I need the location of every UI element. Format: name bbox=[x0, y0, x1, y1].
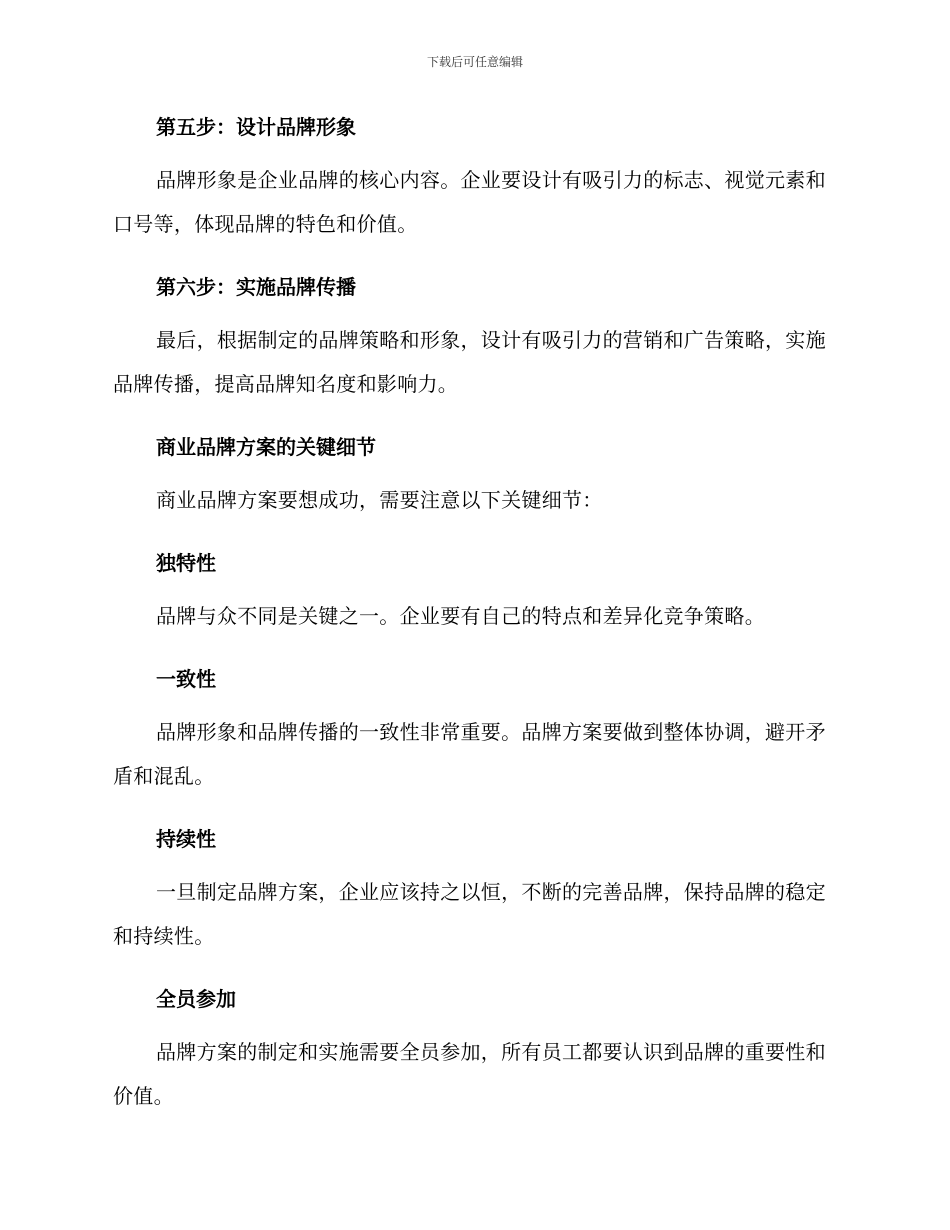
section-heading-step5: 第五步：设计品牌形象 bbox=[156, 115, 356, 139]
paragraph-sustainability: 一旦制定品牌方案，企业应该持之以恒，不断的完善品牌，保持品牌的稳定和持续性。 bbox=[113, 880, 826, 948]
section-heading-key-details: 商业品牌方案的关键细节 bbox=[156, 435, 376, 459]
section-heading-sustainability: 持续性 bbox=[156, 827, 216, 851]
document-body bbox=[113, 110, 833, 1118]
paragraph-brand-promotion: 最后，根据制定的品牌策略和形象，设计有吸引力的营销和广告策略，实施品牌传播，提高品牌知名度和影响力。 bbox=[113, 328, 826, 396]
section-heading-uniqueness: 独特性 bbox=[156, 551, 216, 575]
section-heading-participation: 全员参加 bbox=[156, 987, 236, 1011]
section-heading-consistency: 一致性 bbox=[156, 667, 216, 691]
paragraph-participation: 品牌方案的制定和实施需要全员参加，所有员工都要认识到品牌的重要性和价值。 bbox=[113, 1040, 826, 1108]
paragraph-key-details-intro: 商业品牌方案要想成功，需要注意以下关键细节： bbox=[156, 488, 603, 512]
paragraph-uniqueness: 品牌与众不同是关键之一。企业要有自己的特点和差异化竞争策略。 bbox=[156, 604, 765, 628]
paragraph-brand-image: 品牌形象是企业品牌的核心内容。企业要设计有吸引力的标志、视觉元素和口号等，体现品牌的特色和价值。 bbox=[113, 168, 826, 236]
page-header: 下载后可任意编辑 bbox=[426, 55, 523, 69]
paragraph-consistency: 品牌形象和品牌传播的一致性非常重要。品牌方案要做到整体协调，避开矛盾和混乱。 bbox=[113, 720, 826, 788]
section-heading-step6: 第六步：实施品牌传播 bbox=[156, 275, 356, 299]
